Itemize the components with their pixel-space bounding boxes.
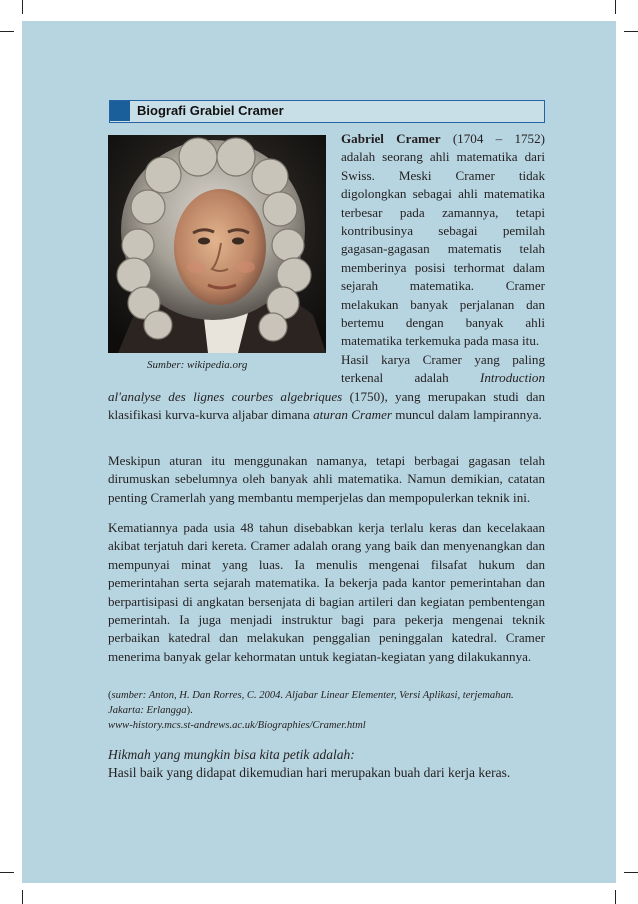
ref-source: sumber: Anton, H. Dan Rorres, C. 2004. Aljabar Linear Elementer, Versi Aplikasi, terjemahan. Jakarta: Erlangga	[108, 690, 514, 716]
para3	[108, 452, 545, 507]
para3-text: Meskipun aturan itu menggunakan namanya, tetapi berbagai gagasan telah dirumuskan sebelumnya oleh banyak ahli matematika. Namun demikian, catatan penting Cramerlah yang membantu memperjelas dan mempopulerkan teknik ini.	[108, 453, 545, 505]
hikmah-text: Hasil baik yang didapat dikemudian hari merupakan buah dari kerja keras.	[108, 765, 511, 780]
ref-open: (	[108, 690, 112, 701]
crop-mark-top-right-h	[624, 31, 638, 32]
section-header	[109, 100, 545, 123]
intro-text: adalah seorang ahli matematika dari Swiss. Meski Cramer tidak digolongkan sebagai ahli matematika terbesar pada zamannya, tetapi kontribusinya sebagai pemilah gagasan-gagasan matematis telah memberinya posisi terhormat dalam sejarah matematika. Cramer melakukan banyak perjalanan dan bertemu dengan banyak ahli matematika terkemuka pada masa itu.	[341, 149, 545, 349]
section-title: Biografi Grabiel Cramer	[137, 103, 284, 118]
portrait-illustration	[108, 135, 326, 353]
crop-mark-bottom-left-h	[0, 872, 14, 873]
cramer-portrait	[108, 135, 326, 353]
intro-paragraph	[341, 130, 545, 351]
image-caption: Sumber: wikipedia.org	[147, 359, 248, 371]
para2-end: muncul dalam lampirannya.	[392, 407, 542, 423]
crop-mark-bottom-left-v	[22, 890, 23, 904]
para2-start: Hasil karya Cramer yang paling terkenal adalah	[341, 352, 545, 386]
crop-mark-top-left-h	[0, 31, 14, 32]
para2-start-block	[341, 351, 545, 388]
ref-close: ).	[186, 705, 193, 716]
book-title-start: Introduction	[480, 370, 545, 386]
ref-url: www-history.mcs.st-andrews.ac.uk/Biographies/Cramer.html	[108, 720, 366, 731]
para2-middle: (1750), yang merupakan studi dan klasifikasi kurva-kurva aljabar dimana	[108, 389, 545, 423]
book-title-cont: al'analyse des lignes courbes algebriques	[108, 389, 343, 404]
crop-mark-bottom-right-h	[624, 872, 638, 873]
reference	[108, 688, 545, 733]
person-name: Gabriel Cramer	[341, 131, 441, 146]
hikmah	[108, 746, 545, 782]
header-square-icon	[110, 101, 130, 121]
para4-text: Kematiannya pada usia 48 tahun disebabkan kerja terlalu keras dan kecelakaan akibat terjatuh dari kereta. Cramer adalah orang yang baik dan menyenangkan dan mempunyai minat yang luas. Ia menulis mengenai filsafat hukum dan pemerintahan serta sejarah matematika. Ia bekerja pada kantor pemerintahan dan berpartisipasi di angkatan bersenjata di bagian artileri dan kegiatan pembentengan pemerintah. Ia juga menjadi instruktur bagi para pekerja mengenai teknik perbaikan katedral dan melakukan penggalian peninggalan katedral. Cramer menerima banyak gelar kehormatan untuk kegiatan-kegiatan yang dilakukannya.	[108, 520, 545, 664]
crop-mark-top-right-v	[615, 0, 616, 14]
para2-continued	[108, 388, 545, 425]
crop-mark-top-left-v	[22, 0, 23, 14]
para4	[108, 519, 545, 666]
person-years: (1704 – 1752)	[452, 131, 545, 146]
crop-mark-bottom-right-v	[615, 890, 616, 904]
hikmah-title: Hikmah yang mungkin bisa kita petik adalah:	[108, 747, 355, 762]
cramer-rule: aturan Cramer	[313, 407, 392, 423]
